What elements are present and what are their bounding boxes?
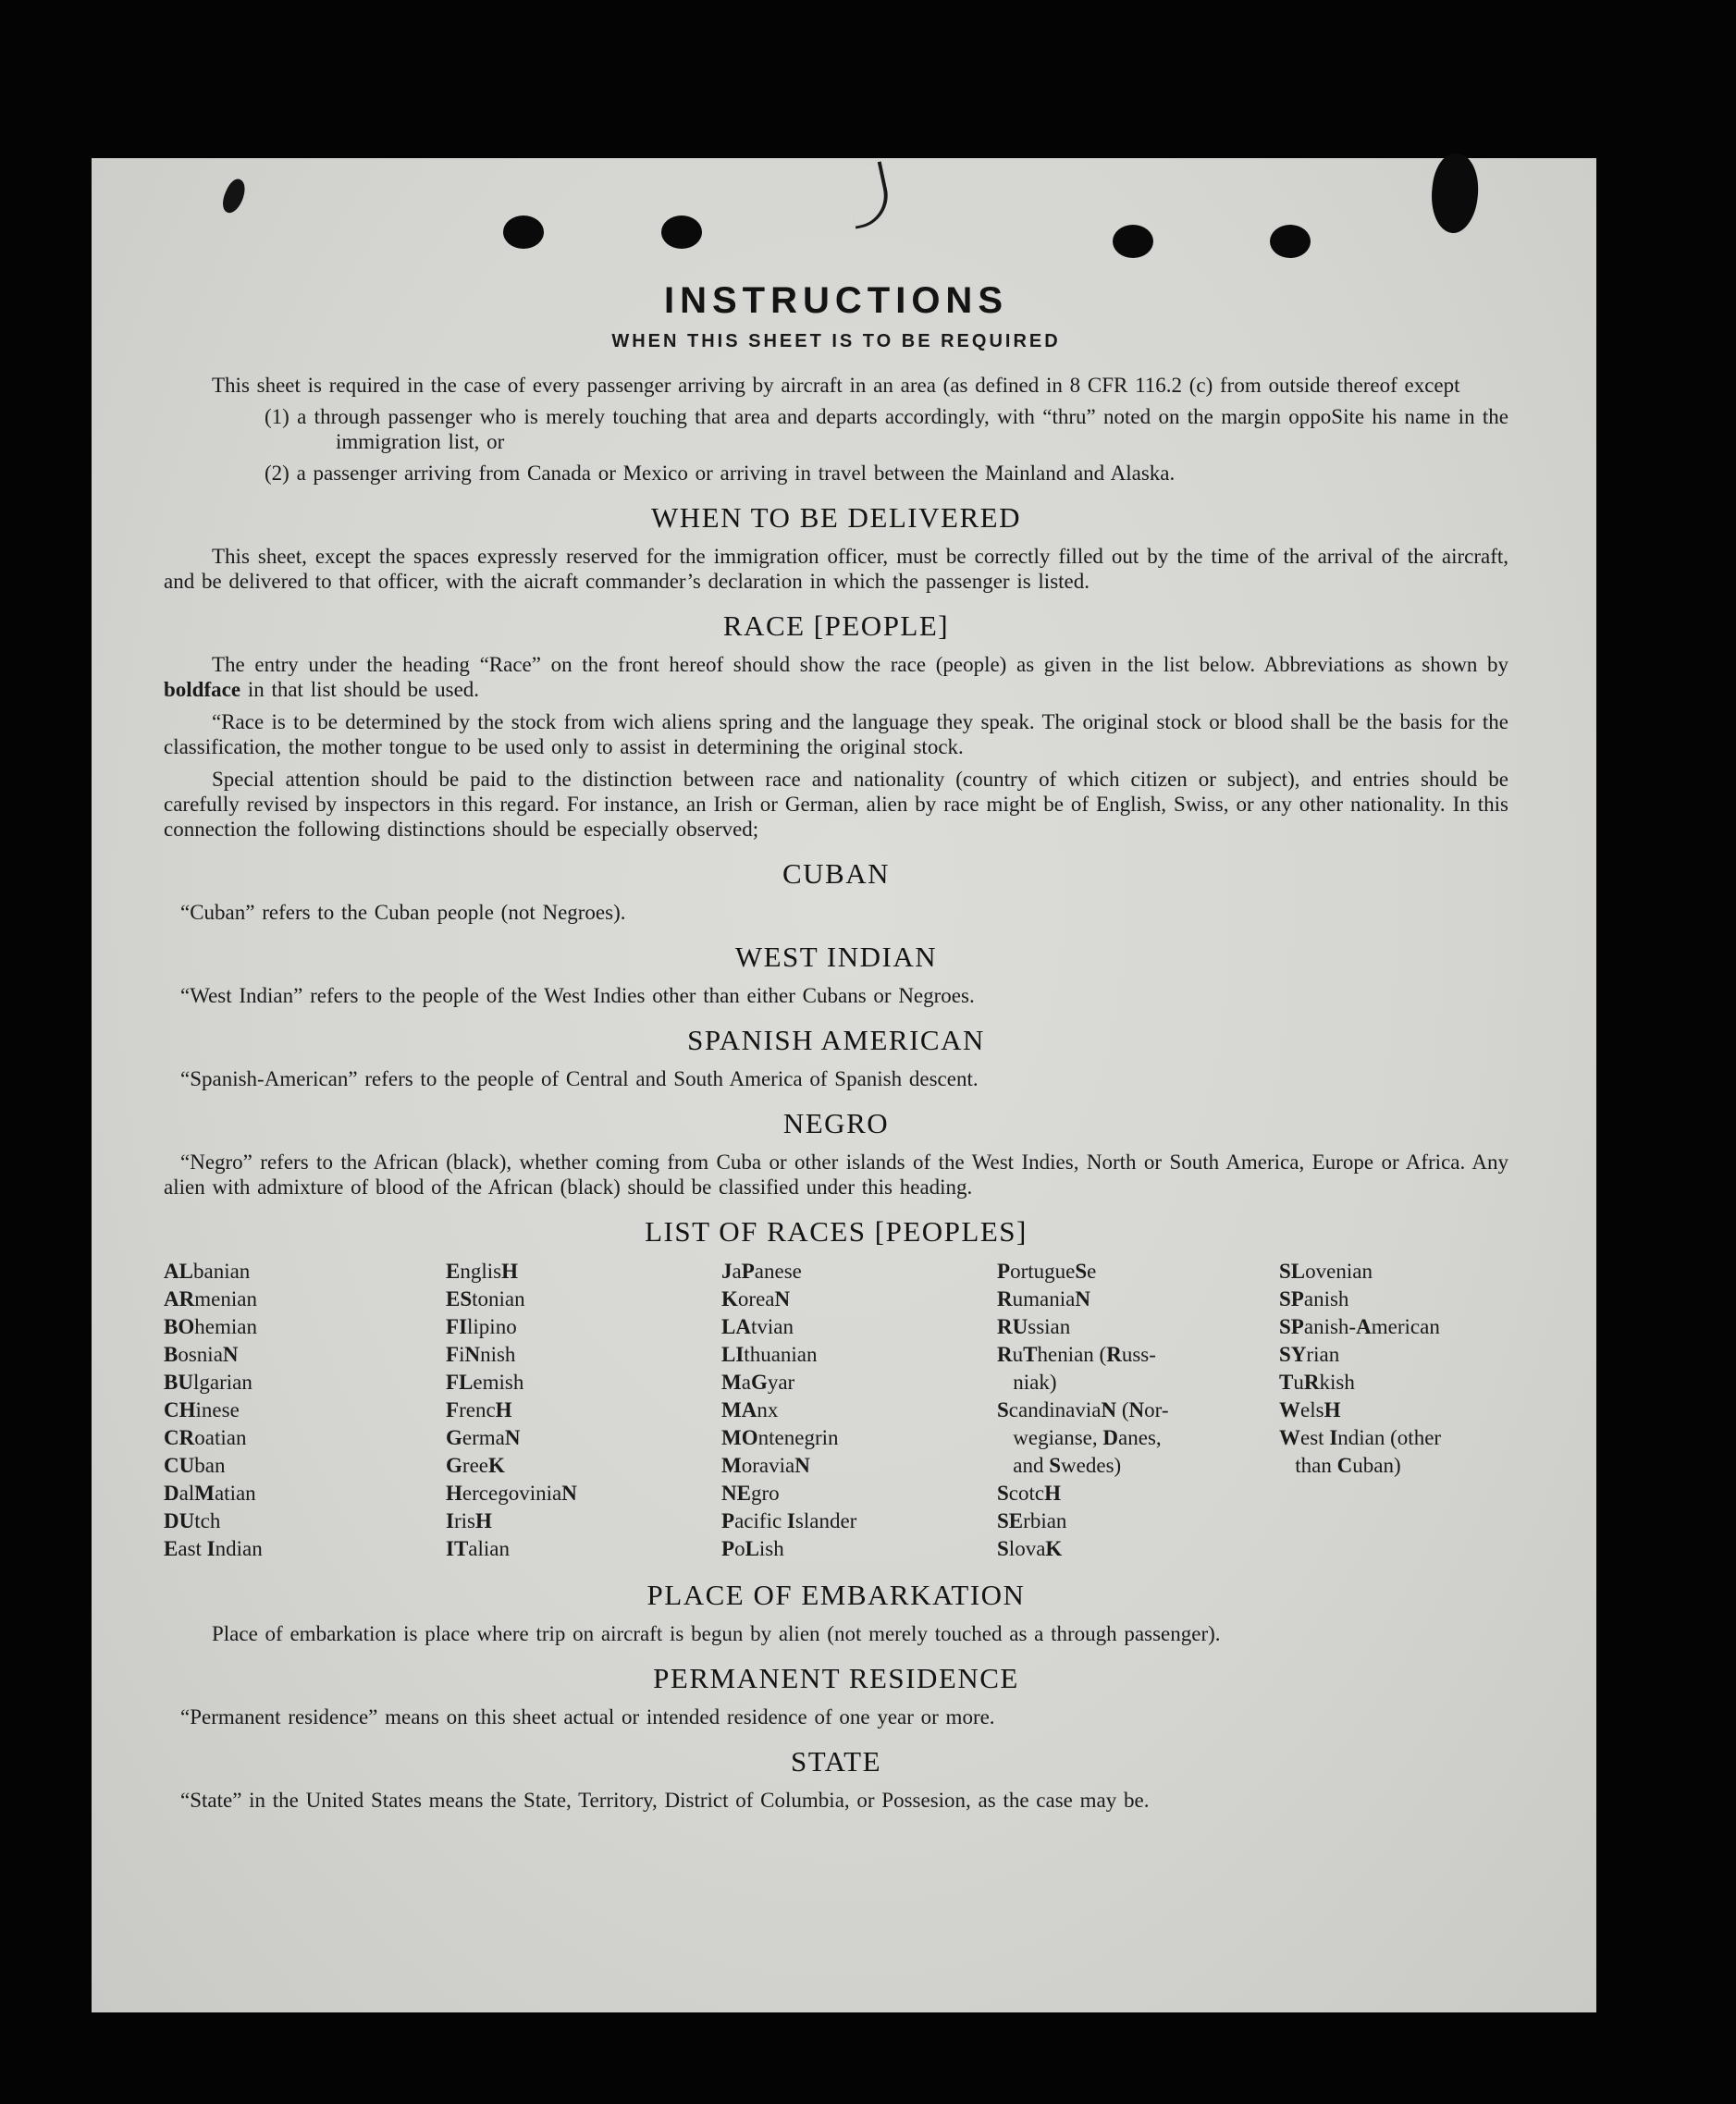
race-list-item: SlovaK <box>997 1537 1063 1560</box>
boldface-word: boldface <box>164 678 241 701</box>
race-list-item: CHinese <box>164 1398 240 1421</box>
race-list-item: wegianse, Danes, <box>1013 1426 1162 1449</box>
section-heading-west-indian: WEST INDIAN <box>734 941 938 973</box>
race-paragraph-2: “Race is to be determined by the stock from wich aliens spring and the language they speak. The original stock or blood shall be the basis for the classification, the mother tongue to be used only to assist in determining the original stock. <box>164 710 1508 758</box>
intro-paragraph: This sheet is required in the case of every passenger arriving by aircraft in an area (as defined in 8 CFR 116.2 (c) from outside thereof except <box>212 374 1460 397</box>
race-paragraph-1-tail: in that list should be used. <box>240 678 480 701</box>
race-list-item: CUban <box>164 1454 226 1477</box>
race-list-item: FIlipino <box>446 1315 517 1338</box>
punch-hole <box>1270 225 1311 258</box>
race-list-item: BOhemian <box>164 1315 257 1338</box>
race-list-item: East Indian <box>164 1537 263 1560</box>
race-list-item: NEgro <box>721 1482 780 1505</box>
race-list-item: CRoatian <box>164 1426 247 1449</box>
west-indian-definition: “West Indian” refers to the people of the West Indies other than either Cubans or Negroes. <box>180 984 975 1007</box>
race-list-item: BosniaN <box>164 1343 239 1366</box>
race-list-item: ScotcH <box>997 1482 1062 1505</box>
state-paragraph: “State” in the United States means the State, Territory, District of Columbia, or Possesion, as the case may be. <box>180 1789 1150 1812</box>
race-list-item: MaGyar <box>721 1371 795 1394</box>
spanish-american-definition: “Spanish-American” refers to the people of Central and South America of Spanish descent. <box>180 1067 979 1090</box>
race-list-item: JaPanese <box>721 1260 802 1283</box>
race-list-item: ALbanian <box>164 1260 251 1283</box>
numbered-item-2: (2) a passenger arriving from Canada or Mexico or arriving in travel between the Mainland and Alaska. <box>265 461 1176 485</box>
races-column-1 <box>164 1258 446 1563</box>
race-list-item: BUlgarian <box>164 1371 252 1394</box>
race-list-item: SErbian <box>997 1509 1067 1532</box>
races-column-3 <box>721 1258 997 1563</box>
section-heading-when-delivered: WHEN TO BE DELIVERED <box>651 501 1021 534</box>
race-list-item: SYrian <box>1279 1343 1340 1366</box>
section-heading-residence: PERMANENT RESIDENCE <box>653 1662 1019 1694</box>
race-list-item: SLovenian <box>1279 1260 1373 1283</box>
race-list-item: SPanish-American <box>1279 1315 1440 1338</box>
embarkation-paragraph: Place of embarkation is place where trip on aircraft is begun by alien (not merely touched as a through passenger). <box>212 1622 1221 1645</box>
race-paragraph-1 <box>164 652 1508 702</box>
race-list-item: niak) <box>1013 1371 1057 1394</box>
races-column-5 <box>1279 1258 1508 1563</box>
race-paragraph-1-text: The entry under the heading “Race” on the front hereof should show the race (people) as given in the list below. Abbreviations as shown by <box>212 653 1508 676</box>
race-list-item: PoLish <box>721 1537 784 1560</box>
race-list-item: ITalian <box>446 1537 511 1560</box>
when-delivered-paragraph: This sheet, except the spaces expressly reserved for the immigration officer, must be correctly filled out by the time of the arrival of the aircraft, and be delivered to that officer, with the aicraft commander’s declaration in which the passenger is listed. <box>164 545 1508 593</box>
document-sheet <box>92 158 1596 2012</box>
race-list-item: LIthuanian <box>721 1343 818 1366</box>
race-list-item: MoraviaN <box>721 1454 810 1477</box>
race-list-item: EStonian <box>446 1287 525 1310</box>
race-list-item: KoreaN <box>721 1287 791 1310</box>
page-subtitle: WHEN THIS SHEET IS TO BE REQUIRED <box>611 331 1061 351</box>
section-heading-race: RACE [PEOPLE] <box>722 609 950 642</box>
races-column-2 <box>446 1258 721 1563</box>
race-list-item: GermaN <box>446 1426 521 1449</box>
section-heading-state: STATE <box>790 1745 882 1778</box>
race-list-item: HercegoviniaN <box>446 1482 577 1505</box>
cuban-definition: “Cuban” refers to the Cuban people (not Negroes). <box>180 901 626 924</box>
section-heading-embarkation: PLACE OF EMBARKATION <box>646 1579 1026 1611</box>
race-list-item: EnglisH <box>446 1260 518 1283</box>
section-heading-spanish-american: SPANISH AMERICAN <box>687 1024 985 1056</box>
race-list-item: RumaniaN <box>997 1287 1090 1310</box>
numbered-item-1: (1) a through passenger who is merely touching that area and departs accordingly, with “thru” noted on the margin oppoSite his name in the immigration list, or <box>265 405 1508 453</box>
punch-hole <box>1113 225 1153 258</box>
negro-definition: “Negro” refers to the African (black), whether coming from Cuba or other islands of the West Indies, North or South America, Europe or Africa. Any alien with admixture of blood of the African (black) should be classified under this heading. <box>164 1150 1508 1199</box>
races-list <box>164 1258 1508 1563</box>
race-list-item: than Cuban) <box>1295 1454 1401 1477</box>
race-list-item: ARmenian <box>164 1287 257 1310</box>
section-heading-cuban: CUBAN <box>782 857 890 890</box>
race-list-item: IrisH <box>446 1509 492 1532</box>
race-paragraph-3: Special attention should be paid to the distinction between race and nationality (country of which citizen or subject), and entries should be carefully revised by inspectors in this regard. For instance, an Irish or German, alien by race might be of English, Swiss, or any other nationality. In this connection the following distinctions should be especially observed; <box>164 768 1508 841</box>
races-column-4 <box>997 1258 1279 1563</box>
race-list-item: FiNnish <box>446 1343 516 1366</box>
race-list-item: West Indian (other <box>1279 1426 1442 1449</box>
residence-paragraph: “Permanent residence” means on this sheet actual or intended residence of one year or more. <box>180 1705 995 1729</box>
race-list-item: RUssian <box>997 1315 1071 1338</box>
punch-hole <box>503 215 544 249</box>
race-list-item: MAnx <box>721 1398 779 1421</box>
race-list-item: SPanish <box>1279 1287 1349 1310</box>
section-heading-negro: NEGRO <box>782 1107 890 1139</box>
race-list-item: DalMatian <box>164 1482 256 1505</box>
race-list-item: FLemish <box>446 1371 524 1394</box>
race-list-item: GreeK <box>446 1454 505 1477</box>
race-list-item: RuThenian (Russ- <box>997 1343 1156 1366</box>
race-list-item: FrencH <box>446 1398 512 1421</box>
page-title: INSTRUCTIONS <box>664 280 1008 321</box>
race-list-item: ScandinaviaN (Nor- <box>997 1398 1169 1421</box>
race-list-item: and Swedes) <box>1013 1454 1122 1477</box>
race-list-item: PortugueSe <box>997 1260 1097 1283</box>
race-list-item: Pacific Islander <box>721 1509 857 1532</box>
race-list-item: WelsH <box>1279 1398 1341 1421</box>
race-list-item: TuRkish <box>1279 1371 1355 1394</box>
punch-hole <box>661 215 702 249</box>
section-heading-list-of-races: LIST OF RACES [PEOPLES] <box>645 1215 1028 1248</box>
race-list-item: MOntenegrin <box>721 1426 839 1449</box>
race-list-item: LAtvian <box>721 1315 794 1338</box>
race-list-item: DUtch <box>164 1509 221 1532</box>
